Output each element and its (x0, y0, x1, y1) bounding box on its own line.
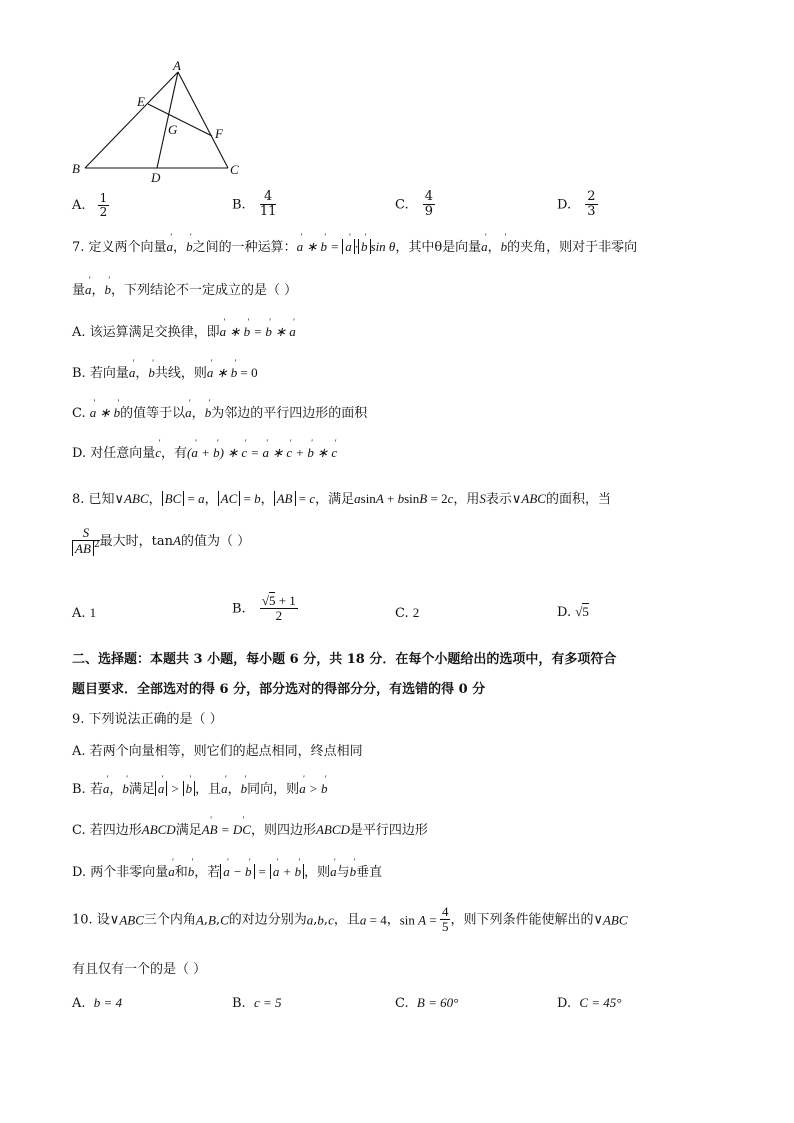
q8-option-b[interactable]: B. $\frac{√5 + 1}{2}$ (232, 593, 296, 624)
q9-option-a[interactable]: A. 若两个向量相等，则它们的起点相同，终点相同 (72, 744, 363, 759)
label-D: D (151, 170, 161, 185)
q7-option-d[interactable]: D. 对任意向量' c，有(' a + ' b) ∗ ' c = ' a ∗ ' c + ' b ∗ ' c (72, 446, 337, 460)
q10-option-d[interactable]: D. C = 45° (557, 995, 622, 1011)
section2-heading-line2: 题目要求．全部选对的得 6 分，部分选对的得部分分，有选错的得 0 分 (72, 682, 486, 697)
q7-option-b[interactable]: B. 若向量' a，' b共线，则' a ∗ ' b = 0 (72, 366, 258, 380)
q9-option-d[interactable]: D. 两个非零向量' a和' b，若' a − ' b = ' a + ' b ，则' a与' b垂直 (72, 865, 382, 879)
q6-option-d[interactable]: D. $\frac{2}{3}$ (557, 189, 596, 220)
q6-option-a[interactable]: A. $\frac{1}{2}$ (72, 191, 108, 220)
label-B: B (72, 161, 80, 176)
triangle-figure (60, 60, 250, 185)
q7-option-c[interactable]: C. ' a ∗ ' b的值等于以' a，' b为邻边的平行四边形的面积 (72, 406, 367, 420)
q10-option-b[interactable]: B. c = 5 (232, 995, 282, 1011)
label-F: F (215, 126, 223, 141)
label-E: E (137, 94, 145, 109)
label-A: A (173, 60, 181, 73)
q8-stem-line2: $\frac{S}{AB ^2}$ 最大时，tanA的值为（ ） (72, 526, 250, 557)
q7-stem-line1: 7. 定义两个向量' a，' b之间的一种运算：' a ∗ ' b = ' a ·' b sin θ，其中θ是向量' a，' b的夹角，则对于非零向 (72, 240, 637, 254)
q9-option-c[interactable]: C. 若四边形ABCD满足' AB = ' DC，则四边形ABCD是平行四边形 (72, 823, 428, 837)
q9-option-b[interactable]: B. 若' a，' b满足' a > ' b ，且' a，' b同向，则' a > ' b (72, 782, 327, 796)
q10-stem-line2: 有且仅有一个的是（ ） (72, 962, 207, 977)
q10-option-a[interactable]: A. b = 4 (72, 995, 123, 1011)
q7-option-a[interactable]: A. 该运算满足交换律，即' a ∗ ' b = ' b ∗ ' a (72, 325, 296, 339)
q10-stem-line1: 10. 设∨ABC三个内角A,B,C的对边分别为a,b,c，且a = 4，sin A = $\frac{4}{5}$ ，则下列条件能使解出的∨ABC (72, 904, 628, 935)
q8-option-c[interactable]: C. 2 (395, 605, 420, 621)
q8-option-a[interactable]: A. 1 (72, 605, 97, 621)
q8-option-d[interactable]: D. √5 (557, 604, 589, 620)
label-G: G (168, 122, 178, 137)
q10-option-c[interactable]: C. B = 60° (395, 995, 459, 1011)
section2-heading-line1: 二、选择题：本题共 3 小题，每小题 6 分，共 18 分．在每个小题给出的选项中，有多项符合 (72, 652, 617, 667)
q6-option-c[interactable]: C. $\frac{4}{9}$ (395, 189, 434, 220)
label-C: C (230, 162, 239, 177)
q7-stem-line2: 量' a，' b，下列结论不一定成立的是（ ） (72, 283, 297, 297)
q8-stem-line1: 8. 已知∨ABC， BC = a， AC = b， AB = c，满足asinA + bsinB = 2c，用S表示∨ABC的面积，当 (72, 491, 611, 507)
q9-stem: 9. 下列说法正确的是（ ） (72, 712, 223, 727)
q6-option-b[interactable]: B. $\frac{4}{11}$ (232, 189, 277, 220)
